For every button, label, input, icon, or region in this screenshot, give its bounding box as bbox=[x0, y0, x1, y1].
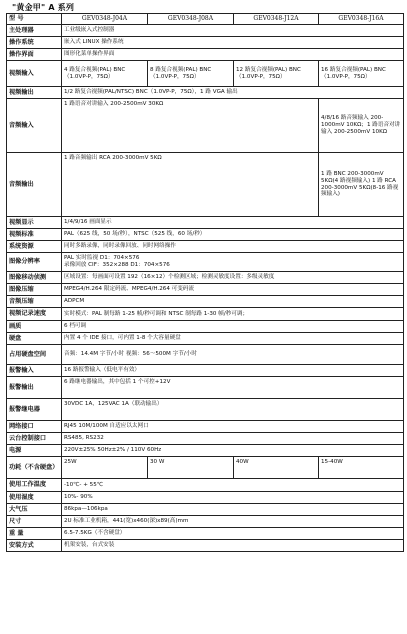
model-j04a: GEV0348-J04A bbox=[62, 14, 148, 25]
value-disk-space: 音频：14.4M 字节/小时 视频：56～500M 字节/小时 bbox=[62, 345, 404, 365]
value-ui: 图形化菜单操作界面 bbox=[62, 49, 404, 61]
row-video-output bbox=[7, 87, 404, 99]
value-audio-input-b: 4/8/16 路音频输入 200-1000mV 10KΩ；1 路语音对讲输入 200-2500mV 10KΩ bbox=[319, 99, 404, 153]
value-install: 机架安装，台式安装 bbox=[62, 540, 404, 552]
row-alarm-output bbox=[7, 377, 404, 399]
label-consumption: 功耗（不含硬盘） bbox=[7, 457, 62, 479]
value-disk: 内置 4 个 IDE 接口，可内置 1-8 个大容量硬盘 bbox=[62, 333, 404, 345]
label-weight: 重 量 bbox=[7, 528, 62, 540]
value-consumption-j08a: 30 W bbox=[148, 457, 234, 479]
label-os: 操作系统 bbox=[7, 37, 62, 49]
value-pressure: 86kpa—106kpa bbox=[62, 504, 404, 516]
label-audio-output: 音频输出 bbox=[7, 153, 62, 217]
label-display: 视频显示 bbox=[7, 217, 62, 229]
row-size bbox=[7, 516, 404, 528]
value-resolution bbox=[62, 253, 404, 272]
row-main-processor bbox=[7, 25, 404, 37]
label-size: 尺寸 bbox=[7, 516, 62, 528]
value-main-processor: 工业级嵌入式控制器 bbox=[62, 25, 404, 37]
label-network: 网络接口 bbox=[7, 421, 62, 433]
label-resource: 系统资源 bbox=[7, 241, 62, 253]
value-humidity: 10%- 90% bbox=[62, 492, 404, 504]
value-resource: 同时多路录像，同时录像回放、同时网络操作 bbox=[62, 241, 404, 253]
value-compression: MPEG4/H.264 限定码流、MPEG4/H.264 可变码流 bbox=[62, 284, 404, 296]
value-consumption-j04a: 25W bbox=[62, 457, 148, 479]
value-consumption-j16a: 15-40W bbox=[319, 457, 404, 479]
value-temperature: -10℃- + 55℃ bbox=[62, 479, 404, 492]
value-audio-output-b: 1 路 BNC 200-3000mV 5KΩ(4 路视频输入) 1 路 RCA 200-3000mV 5KΩ(8-16 路视频输入) bbox=[319, 153, 404, 217]
label-compression: 图像压缩 bbox=[7, 284, 62, 296]
value-os: 嵌入式 LINUX 操作系统 bbox=[62, 37, 404, 49]
label-ptz: 云台控制接口 bbox=[7, 433, 62, 445]
row-audio-input bbox=[7, 99, 404, 153]
row-quality bbox=[7, 321, 404, 333]
value-record-speed: 实时模式：PAL 制每路 1-25 帧/秒可调和 NTSC 制每路 1-30 帧/秒可调； bbox=[62, 308, 404, 321]
row-temperature bbox=[7, 479, 404, 492]
label-standard: 视频标准 bbox=[7, 229, 62, 241]
value-resolution-playback: 录像回放 CIF：352×288 D1：704×576 bbox=[64, 262, 170, 268]
label-resolution: 图像分辨率 bbox=[7, 253, 62, 272]
row-pressure bbox=[7, 504, 404, 516]
value-alarm-relay: 30VDC 1A，125VAC 1A（联动输出） bbox=[62, 399, 404, 421]
spec-table bbox=[6, 13, 404, 552]
label-main-processor: 主处理器 bbox=[7, 25, 62, 37]
value-ptz: RS485, RS232 bbox=[62, 433, 404, 445]
label-pressure: 大气压 bbox=[7, 504, 62, 516]
label-alarm-relay: 报警继电器 bbox=[7, 399, 62, 421]
row-consumption bbox=[7, 457, 404, 479]
label-alarm-input: 报警输入 bbox=[7, 365, 62, 377]
row-alarm-relay bbox=[7, 399, 404, 421]
row-record-speed bbox=[7, 308, 404, 321]
row-ptz bbox=[7, 433, 404, 445]
value-motion: 区域设置：每画面可设置 192（16×12）个检测区域；检测灵敏度设置：多级灵敏度 bbox=[62, 272, 404, 284]
label-motion: 图像移动侦测 bbox=[7, 272, 62, 284]
value-power: 220V±25% 50Hz±2% / 110V 60Hz bbox=[62, 445, 404, 457]
row-standard bbox=[7, 229, 404, 241]
row-motion bbox=[7, 272, 404, 284]
model-j12a: GEV0348-J12A bbox=[234, 14, 319, 25]
label-disk-space: 占用硬盘空间 bbox=[7, 345, 62, 365]
label-quality: 画质 bbox=[7, 321, 62, 333]
value-audio-compression: ADPCM bbox=[62, 296, 404, 308]
row-audio-output bbox=[7, 153, 404, 217]
row-install bbox=[7, 540, 404, 552]
label-audio-input: 音频输入 bbox=[7, 99, 62, 153]
label-humidity: 使用湿度 bbox=[7, 492, 62, 504]
row-ui bbox=[7, 49, 404, 61]
label-ui: 操作界面 bbox=[7, 49, 62, 61]
value-audio-input-a: 1 路语音对讲输入 200-2500mV 30KΩ bbox=[62, 99, 319, 153]
value-alarm-input: 16 路报警输入（低电平有效） bbox=[62, 365, 404, 377]
row-compression bbox=[7, 284, 404, 296]
label-install: 安装方式 bbox=[7, 540, 62, 552]
row-resource bbox=[7, 241, 404, 253]
label-power: 电源 bbox=[7, 445, 62, 457]
label-temperature: 使用工作温度 bbox=[7, 479, 62, 492]
value-alarm-output: 6 路继电器输出，其中包括 1 个可控+12V bbox=[62, 377, 404, 399]
value-weight: 6.5-7.5KG（不含硬盘） bbox=[62, 528, 404, 540]
value-standard: PAL（625 线，50 场/秒），NTSC（525 线，60 场/秒） bbox=[62, 229, 404, 241]
row-video-input bbox=[7, 61, 404, 87]
value-video-output: 1/2 路复合视频(PAL/NTSC) BNC（1.0VP-P，75Ω），1 路 VGA 输出 bbox=[62, 87, 404, 99]
row-alarm-input bbox=[7, 365, 404, 377]
label-video-output: 视频输出 bbox=[7, 87, 62, 99]
value-size: 2U 标准工业机箱，441(宽)x460(深)x89(高)mm bbox=[62, 516, 404, 528]
value-video-input-j16a: 16 路复合视频(PAL) BNC（1.0VP-P，75Ω） bbox=[319, 61, 404, 87]
row-network bbox=[7, 421, 404, 433]
value-resolution-live: PAL 实时监视 D1：704×576 bbox=[64, 255, 140, 262]
label-record-speed: 视频记录速度 bbox=[7, 308, 62, 321]
value-network: RJ45 10M/100M 自适应以太网口 bbox=[62, 421, 404, 433]
row-display bbox=[7, 217, 404, 229]
row-power bbox=[7, 445, 404, 457]
row-disk-space bbox=[7, 345, 404, 365]
value-video-input-j12a: 12 路复合视频(PAL) BNC（1.0VP-P，75Ω） bbox=[234, 61, 319, 87]
model-j08a: GEV0348-J08A bbox=[148, 14, 234, 25]
row-weight bbox=[7, 528, 404, 540]
value-quality: 6 档可调 bbox=[62, 321, 404, 333]
header-row bbox=[7, 14, 404, 25]
value-video-input-j04a: 4 路复合视频(PAL) BNC（1.0VP-P，75Ω） bbox=[62, 61, 148, 87]
label-video-input: 视频输入 bbox=[7, 61, 62, 87]
value-consumption-j12a: 40W bbox=[234, 457, 319, 479]
model-j16a: GEV0348-J16A bbox=[319, 14, 404, 25]
row-humidity bbox=[7, 492, 404, 504]
document-title: "黄金甲" A 系列 bbox=[12, 3, 75, 12]
value-display: 1/4/9/16 画面显示 bbox=[62, 217, 404, 229]
row-disk bbox=[7, 333, 404, 345]
label-audio-compression: 音频压缩 bbox=[7, 296, 62, 308]
row-os bbox=[7, 37, 404, 49]
row-resolution bbox=[7, 253, 404, 272]
label-disk: 硬盘 bbox=[7, 333, 62, 345]
model-label: 型 号 bbox=[7, 14, 62, 25]
label-alarm-output: 报警输出 bbox=[7, 377, 62, 399]
row-audio-compression bbox=[7, 296, 404, 308]
value-video-input-j08a: 8 路复合视频(PAL) BNC（1.0VP-P，75Ω） bbox=[148, 61, 234, 87]
value-audio-output-a: 1 路音频输出 RCA 200-3000mV 5KΩ bbox=[62, 153, 319, 217]
